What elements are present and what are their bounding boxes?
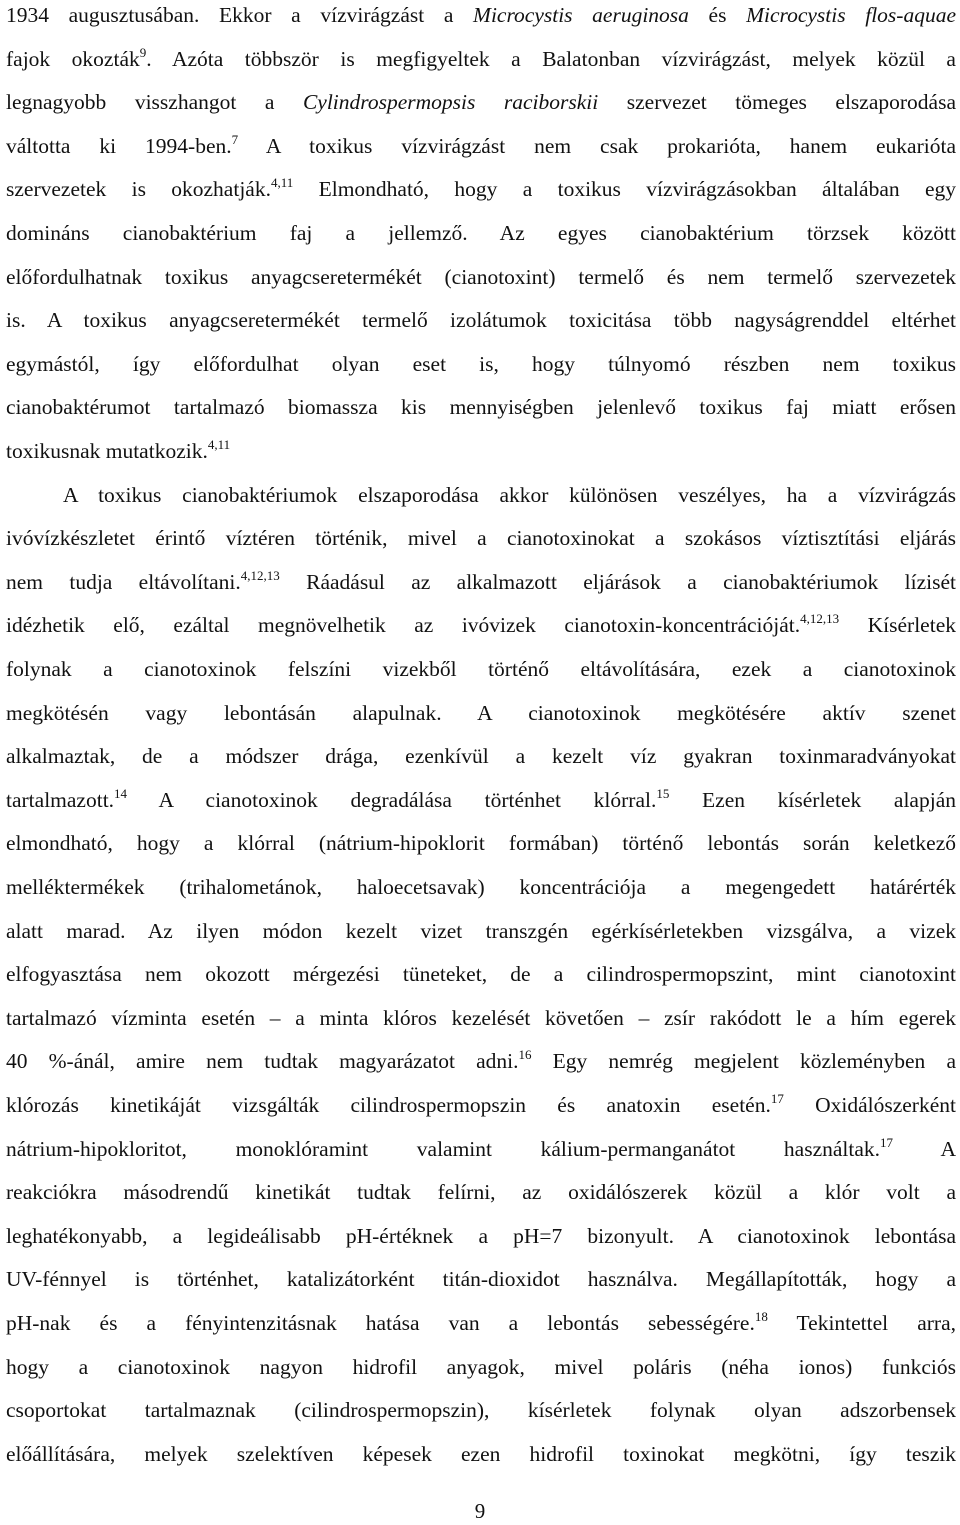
text-line	[6, 1046, 956, 1076]
text-segment: előállítására, melyek szelektíven képesek ezen hidrofil toxinokat megkötni, így teszik	[6, 1441, 956, 1466]
text-line	[6, 1439, 956, 1469]
text-segment: leghatékonyabb, a legideálisabb pH-értéknek a pH=7 bizonyult. A cianotoxinok lebontása	[6, 1223, 956, 1248]
text-line	[6, 0, 956, 30]
text-line	[6, 1134, 956, 1164]
species-name: Microcystis flos-aquae	[746, 3, 956, 27]
text-line	[6, 698, 956, 728]
species-name: Microcystis aeruginosa	[473, 3, 689, 27]
citation-superscript: 17	[880, 1134, 894, 1150]
text-line	[6, 1003, 956, 1033]
text-segment: legnagyobb visszhangot a	[6, 90, 303, 115]
citation-superscript: 4,12,13	[240, 567, 280, 583]
text-segment: A toxikus cianobaktériumok elszaporodása akkor különösen veszélyes, ha a vízvirágzás	[63, 482, 956, 507]
text-line	[6, 1177, 956, 1207]
text-segment: pH-nak és a fényintenzitásnak hatása van a lebontás sebességére.	[6, 1311, 755, 1335]
text-segment: is. A toxikus anyagcseretermékét termelő izolátumok toxicitása több nagyságrenddel eltérhet	[6, 308, 956, 333]
text-segment: fajok okozták	[6, 46, 140, 71]
text-segment: Ráadásul az alkalmazott eljárások a cianobaktériumok lízisét	[279, 569, 956, 594]
text-segment: A cianotoxinok degradálása történhet klórral.	[127, 787, 657, 812]
text-segment: A	[893, 1136, 956, 1161]
text-segment: Kísérletek	[839, 613, 956, 638]
text-segment: előfordulhatnak toxikus anyagcseretermékét (cianotoxint) termelő és nem termelő szervezetek	[6, 264, 956, 289]
text-segment: 40 %-ánál, amire nem tudtak magyarázatot adni.	[6, 1049, 519, 1074]
text-line	[6, 1308, 956, 1338]
text-line	[6, 959, 956, 989]
citation-superscript: 15	[656, 785, 670, 801]
text-line	[63, 480, 956, 510]
text-segment: nem tudja eltávolítani.	[6, 569, 241, 594]
text-segment: 1934 augusztusában. Ekkor a vízvirágzást a	[6, 3, 474, 27]
text-line	[6, 1090, 956, 1120]
text-segment: Elmondható, hogy a toxikus vízvirágzásokban általában egy	[293, 177, 956, 202]
text-line	[6, 87, 956, 117]
text-segment: tartalmazott.	[6, 787, 115, 812]
text-line	[6, 1395, 956, 1425]
text-segment: hogy a cianotoxinok nagyon hidrofil anyagok, mivel poláris (néha ionos) funkciós	[6, 1354, 956, 1379]
text-segment: Tekintettel arra,	[767, 1311, 956, 1335]
text-segment: alatt marad. Az ilyen módon kezelt vizet transzgén egérkísérletekben vizsgálva, a vizek	[6, 918, 956, 943]
citation-superscript: 16	[518, 1047, 532, 1063]
text-line	[6, 916, 956, 946]
text-segment: alkalmaztak, de a módszer drága, ezenkívül a kezelt víz gyakran toxinmaradványokat	[6, 744, 956, 769]
citation-superscript: 14	[114, 785, 128, 801]
text-line	[6, 218, 956, 248]
text-line	[6, 523, 956, 553]
text-line	[6, 305, 956, 335]
citation-superscript: 17	[770, 1091, 784, 1106]
citation-superscript: 9	[139, 44, 147, 60]
species-name: Cylindrospermopsis raciborskii	[302, 90, 599, 115]
text-segment: Ezen kísérletek alapján	[669, 787, 956, 812]
citation-superscript: 4,11	[270, 175, 294, 191]
text-line	[6, 1221, 956, 1251]
text-line	[6, 741, 956, 771]
text-segment: Egy nemrég megjelent közleményben a	[531, 1049, 956, 1074]
text-line	[6, 44, 956, 74]
citation-superscript: 7	[231, 131, 239, 147]
text-line	[6, 872, 956, 902]
text-line	[6, 654, 956, 684]
text-line	[6, 785, 956, 815]
text-segment: elmondható, hogy a klórral (nátrium-hipoklorit formában) történő lebontás során keletkező	[6, 831, 956, 856]
text-segment: folynak a cianotoxinok felszíni vizekből történő eltávolítására, ezek a cianotoxinok	[6, 657, 956, 681]
text-segment: toxikusnak mutatkozik.	[6, 439, 208, 463]
text-segment: váltotta ki 1994-ben.	[6, 133, 232, 158]
citation-superscript: 18	[754, 1309, 768, 1324]
text-line	[6, 1264, 956, 1294]
citation-superscript: 4,11	[207, 437, 231, 452]
text-segment: nátrium-hipokloritot, monoklóramint valamint kálium-permanganátot használtak.	[6, 1136, 881, 1161]
text-segment: Oxidálószerként	[783, 1093, 956, 1117]
text-line	[6, 174, 956, 204]
text-segment: elfogyasztása nem okozott mérgezési tüneteket, de a cilindrospermopszint, mint cianotoxint	[6, 962, 956, 987]
text-segment: szervezet tömeges elszaporodása	[598, 90, 956, 115]
text-segment: ivóvízkészletet érintő víztéren történik, mivel a cianotoxinokat a szokásos víztisztítási eljárás	[6, 526, 956, 551]
page-number: 9	[474, 1499, 486, 1523]
text-segment: cianobaktérumot tartalmazó biomassza kis mennyiségben jelenlevő toxikus faj miatt erősen	[6, 395, 956, 420]
text-line	[6, 567, 956, 597]
text-segment: A toxikus vízvirágzást nem csak prokarióta, hanem eukarióta	[238, 133, 956, 158]
text-segment: tartalmazó vízminta esetén – a minta klóros kezelését követően – zsír rakódott le a hím egerek	[6, 1005, 956, 1030]
text-line	[6, 828, 956, 858]
text-segment: és	[688, 3, 747, 27]
text-line	[6, 436, 230, 466]
text-segment: . Azóta többször is megfigyeltek a Balatonban vízvirágzást, melyek közül a	[146, 46, 956, 71]
text-segment: klórozás kinetikáját vizsgálták cilindrospermopszin és anatoxin esetén.	[6, 1093, 771, 1117]
text-line	[6, 349, 956, 379]
text-segment: UV-fénnyel is történhet, katalizátorként titán-dioxidot használva. Megállapították, hogy a	[6, 1267, 956, 1292]
citation-superscript: 4,12,13	[800, 611, 840, 627]
text-segment: csoportokat tartalmaznak (cilindrospermopszin), kísérletek folynak olyan adszorbensek	[6, 1398, 956, 1423]
text-segment: melléktermékek (trihalometánok, haloecetsavak) koncentrációja a megengedett határérték	[6, 875, 956, 899]
text-segment: domináns cianobaktérium faj a jellemző. Az egyes cianobaktérium törzsek között	[6, 221, 956, 245]
text-segment: megkötésén vagy lebontásán alapulnak. A cianotoxinok megkötésére aktív szenet	[6, 700, 956, 725]
text-line	[6, 131, 956, 161]
text-segment: szervezetek is okozhatják.	[6, 177, 271, 202]
text-segment: egymástól, így előfordulhat olyan eset is, hogy túlnyomó részben nem toxikus	[6, 351, 956, 376]
text-segment: reakciókra másodrendű kinetikát tudtak felírni, az oxidálószerek közül a klór volt a	[6, 1180, 956, 1205]
text-line	[6, 262, 956, 292]
text-line	[6, 1352, 956, 1382]
text-line	[6, 392, 956, 422]
text-line	[6, 610, 956, 640]
text-segment: idézhetik elő, ezáltal megnövelhetik az ivóvizek cianotoxin-koncentrációját.	[6, 613, 801, 638]
